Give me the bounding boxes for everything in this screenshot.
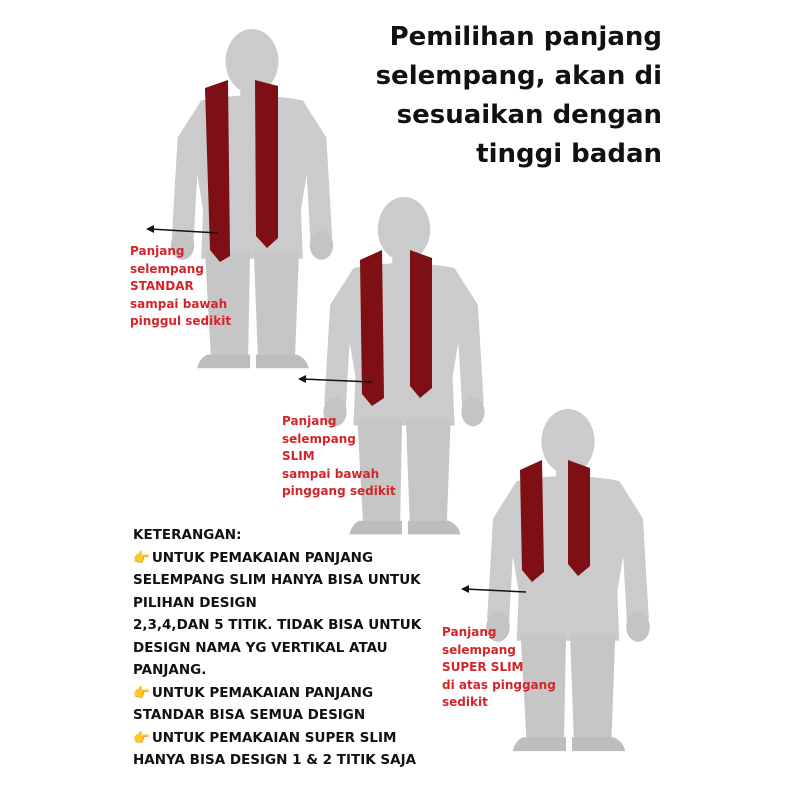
caption-line: di atas pinggang [442,677,556,692]
notes-line: DESIGN NAMA YG VERTIKAL ATAU [133,639,388,656]
title-line: tinggi badan [476,139,662,169]
notes-line: STANDAR BISA SEMUA DESIGN [133,707,366,723]
notes-line: PILIHAN DESIGN [133,594,257,611]
notes-line: SELEMPANG SLIM HANYA BISA UNTUK [133,572,421,588]
caption-line: Panjang [130,244,185,258]
caption-line: selempang [442,642,516,657]
caption-super-slim [442,624,556,712]
notes-line: 👉 UNTUK PEMAKAIAN PANJANG [133,547,453,570]
caption-line: SLIM [282,449,315,463]
notes-line: 👉 UNTUK PEMAKAIAN SUPER SLIM [133,727,453,750]
caption-line: Panjang [442,625,497,639]
caption-line: sampai bawah [130,296,228,311]
page-title [322,18,662,174]
notes-line: HANYA BISA DESIGN 1 & 2 TITIK SAJA [133,752,417,768]
caption-line: Panjang [282,414,337,428]
title-line: selempang, akan di [375,61,662,91]
caption-line: sedikit [442,695,488,709]
caption-line: STANDAR [130,279,194,293]
notes-line: PANJANG. [133,662,207,678]
caption-standar [130,243,231,331]
notes-block [133,524,453,772]
pointing-hand-icon: 👉 [133,729,150,746]
caption-line: pinggang sedikit [282,484,396,498]
title-line: Pemilihan panjang [389,22,662,52]
title-line: sesuaikan dengan [396,100,662,130]
pointing-hand-icon: 👉 [133,549,150,566]
caption-slim [282,413,396,501]
caption-line: selempang [282,431,356,446]
notes-line: 2,3,4,DAN 5 TITIK. TIDAK BISA UNTUK [133,617,422,633]
notes-line: 👉 UNTUK PEMAKAIAN PANJANG [133,682,453,705]
caption-line: SUPER SLIM [442,660,524,674]
caption-line: sampai bawah [282,466,380,481]
caption-line: pinggul sedikit [130,314,232,328]
notes-heading: KETERANGAN: [133,527,242,543]
pointing-hand-icon: 👉 [133,684,150,701]
caption-line: selempang [130,261,204,276]
